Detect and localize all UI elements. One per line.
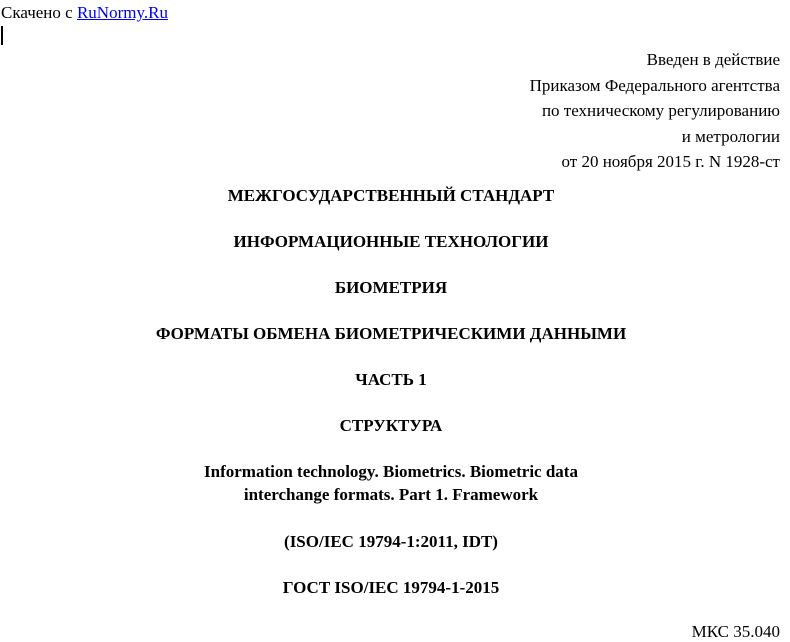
text-cursor	[1, 26, 3, 45]
source-line	[1, 3, 168, 23]
enactment-line: по техническому регулированию	[541, 101, 780, 120]
enactment-line: Приказом Федерального агентства	[529, 75, 780, 95]
enactment-line: и метрологии	[681, 126, 780, 146]
standard-type-heading: МЕЖГОСУДАРСТВЕННЫЙ СТАНДАРТ	[227, 186, 555, 205]
field-heading: ИНФОРМАЦИОННЫЕ ТЕХНОЛОГИИ	[233, 232, 549, 251]
source-prefix: Скачено с	[1, 3, 77, 22]
gost-number: ГОСТ ISO/IEC 19794-1-2015	[282, 578, 500, 597]
enactment-line: от 20 ноября 2015 г. N 1928-ст	[561, 152, 780, 171]
english-title-line-1: Information technology. Biometrics. Biometric data	[204, 462, 578, 481]
source-link[interactable]: RuNormy.Ru	[76, 3, 168, 22]
enactment-line: Введен в действие	[646, 50, 780, 69]
iso-reference: (ISO/IEC 19794-1:2011, IDT)	[284, 532, 498, 551]
english-title-line-2: interchange formats. Part 1. Framework	[243, 485, 539, 504]
enactment-notice	[530, 47, 780, 175]
mks-code: МКС 35.040	[691, 622, 780, 641]
subject-heading: БИОМЕТРИЯ	[334, 278, 448, 297]
document-title: ФОРМАТЫ ОБМЕНА БИОМЕТРИЧЕСКИМИ ДАННЫМИ	[155, 324, 627, 343]
part-heading: ЧАСТЬ 1	[355, 370, 427, 389]
section-heading: СТРУКТУРА	[339, 416, 443, 435]
